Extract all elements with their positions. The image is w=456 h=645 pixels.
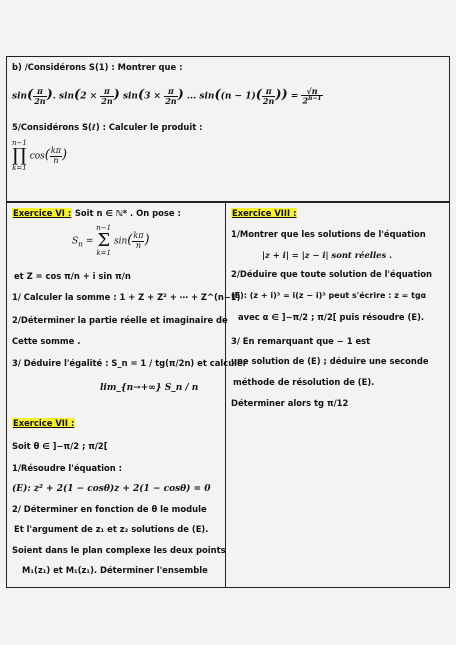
ex6-q2b: Cette somme . (12, 336, 81, 346)
ex7-header (12, 419, 75, 428)
ex7-q2: 2/ Déterminer en fonction de θ le module (12, 504, 207, 514)
ex6-intro: Soit n ∈ ℕ* . On pose : (74, 208, 181, 218)
ex6-q1: 1/ Calculer la somme : 1 + Z + Z² + ⋯ + Z^(n−1) (12, 292, 241, 302)
ex6-q3: 3/ Déduire l'égalité : S_n = 1 / tg(π/2n) et calculer (12, 358, 247, 368)
ex6-title: Exercice VI : (13, 208, 72, 218)
part-b-intro: b) /Considérons S(1) : Montrer que : (12, 62, 183, 72)
ex8-q2b: (E): (z + i)³ = i(z − i)³ peut s'écrire : z = tgα (231, 291, 427, 300)
ex8-q3c: méthode de résolution de (E). (233, 377, 375, 387)
ex7-q2b: Et l'argument de z₁ et z₂ solutions de (E). (14, 524, 209, 534)
ex8-q3: 3/ En remarquant que − 1 est (231, 336, 371, 346)
column-divider (225, 202, 226, 588)
part-b-formula: sin( $\frac{\pi}{2n}$ ). sin(2 × $\frac{\pi}{2n}$ ) sin(3 × $\frac{\pi}{2n}$ ) ... sin((n − 1)( $\frac{\pi}{2n}$ )) = $\frac{√n}{2^{n-1}}$ (12, 86, 322, 107)
ex6-sum-formula: $S_n = n-1$ Σ k=1 sin( $\frac{k\pi}{n}$ ) (72, 224, 150, 257)
ex6-header (12, 209, 181, 218)
ex6-q2: 2/Déterminer la partie réelle et imaginaire de (12, 315, 228, 325)
ex6-limit: lim_{n→+∞} S_n / n (100, 383, 199, 393)
ex7-q3b: M₁(z₁) et M₁(z₁). Déterminer l'ensemble (22, 565, 208, 575)
ex7-title: Exercice VII : (13, 418, 75, 428)
ex7-equation: (E): z² + 2(1 − cosθ)z + 2(1 − cosθ) = 0 (12, 484, 211, 494)
product-formula: n−1 ∏ k=1 cos( $\frac{k\pi}{n}$ ) (12, 139, 68, 172)
ex7-intro: Soit θ ∈ ]−π/2 ; π/2[ (12, 441, 108, 451)
ex8-header (231, 209, 297, 218)
ex8-q2: 2/Déduire que toute solution de l'équation (231, 269, 432, 279)
ex8-q3d: Déterminer alors tg π/12 (231, 398, 349, 408)
ex8-q3b: une solution de (E) ; déduire une seconde (231, 356, 429, 366)
ex8-q1b: |z + i| = |z − i| sont réelles . (262, 250, 393, 260)
ex6-z-def: et Z = cos π/n + i sin π/n (14, 271, 131, 281)
ex8-q2c: avec α ∈ ]−π/2 ; π/2[ puis résoudre (E). (238, 312, 425, 322)
ex7-q1: 1/Résoudre l'équation : (12, 463, 123, 473)
ex8-q1: 1/Montrer que les solutions de l'équation (231, 229, 426, 239)
part-5-intro: 5/Considérons S(ℓ) : Calculer le produit : (12, 122, 203, 132)
ex7-q3: Soient dans le plan complexe les deux points (12, 545, 226, 555)
ex8-title: Exercice VIII : (232, 208, 297, 218)
